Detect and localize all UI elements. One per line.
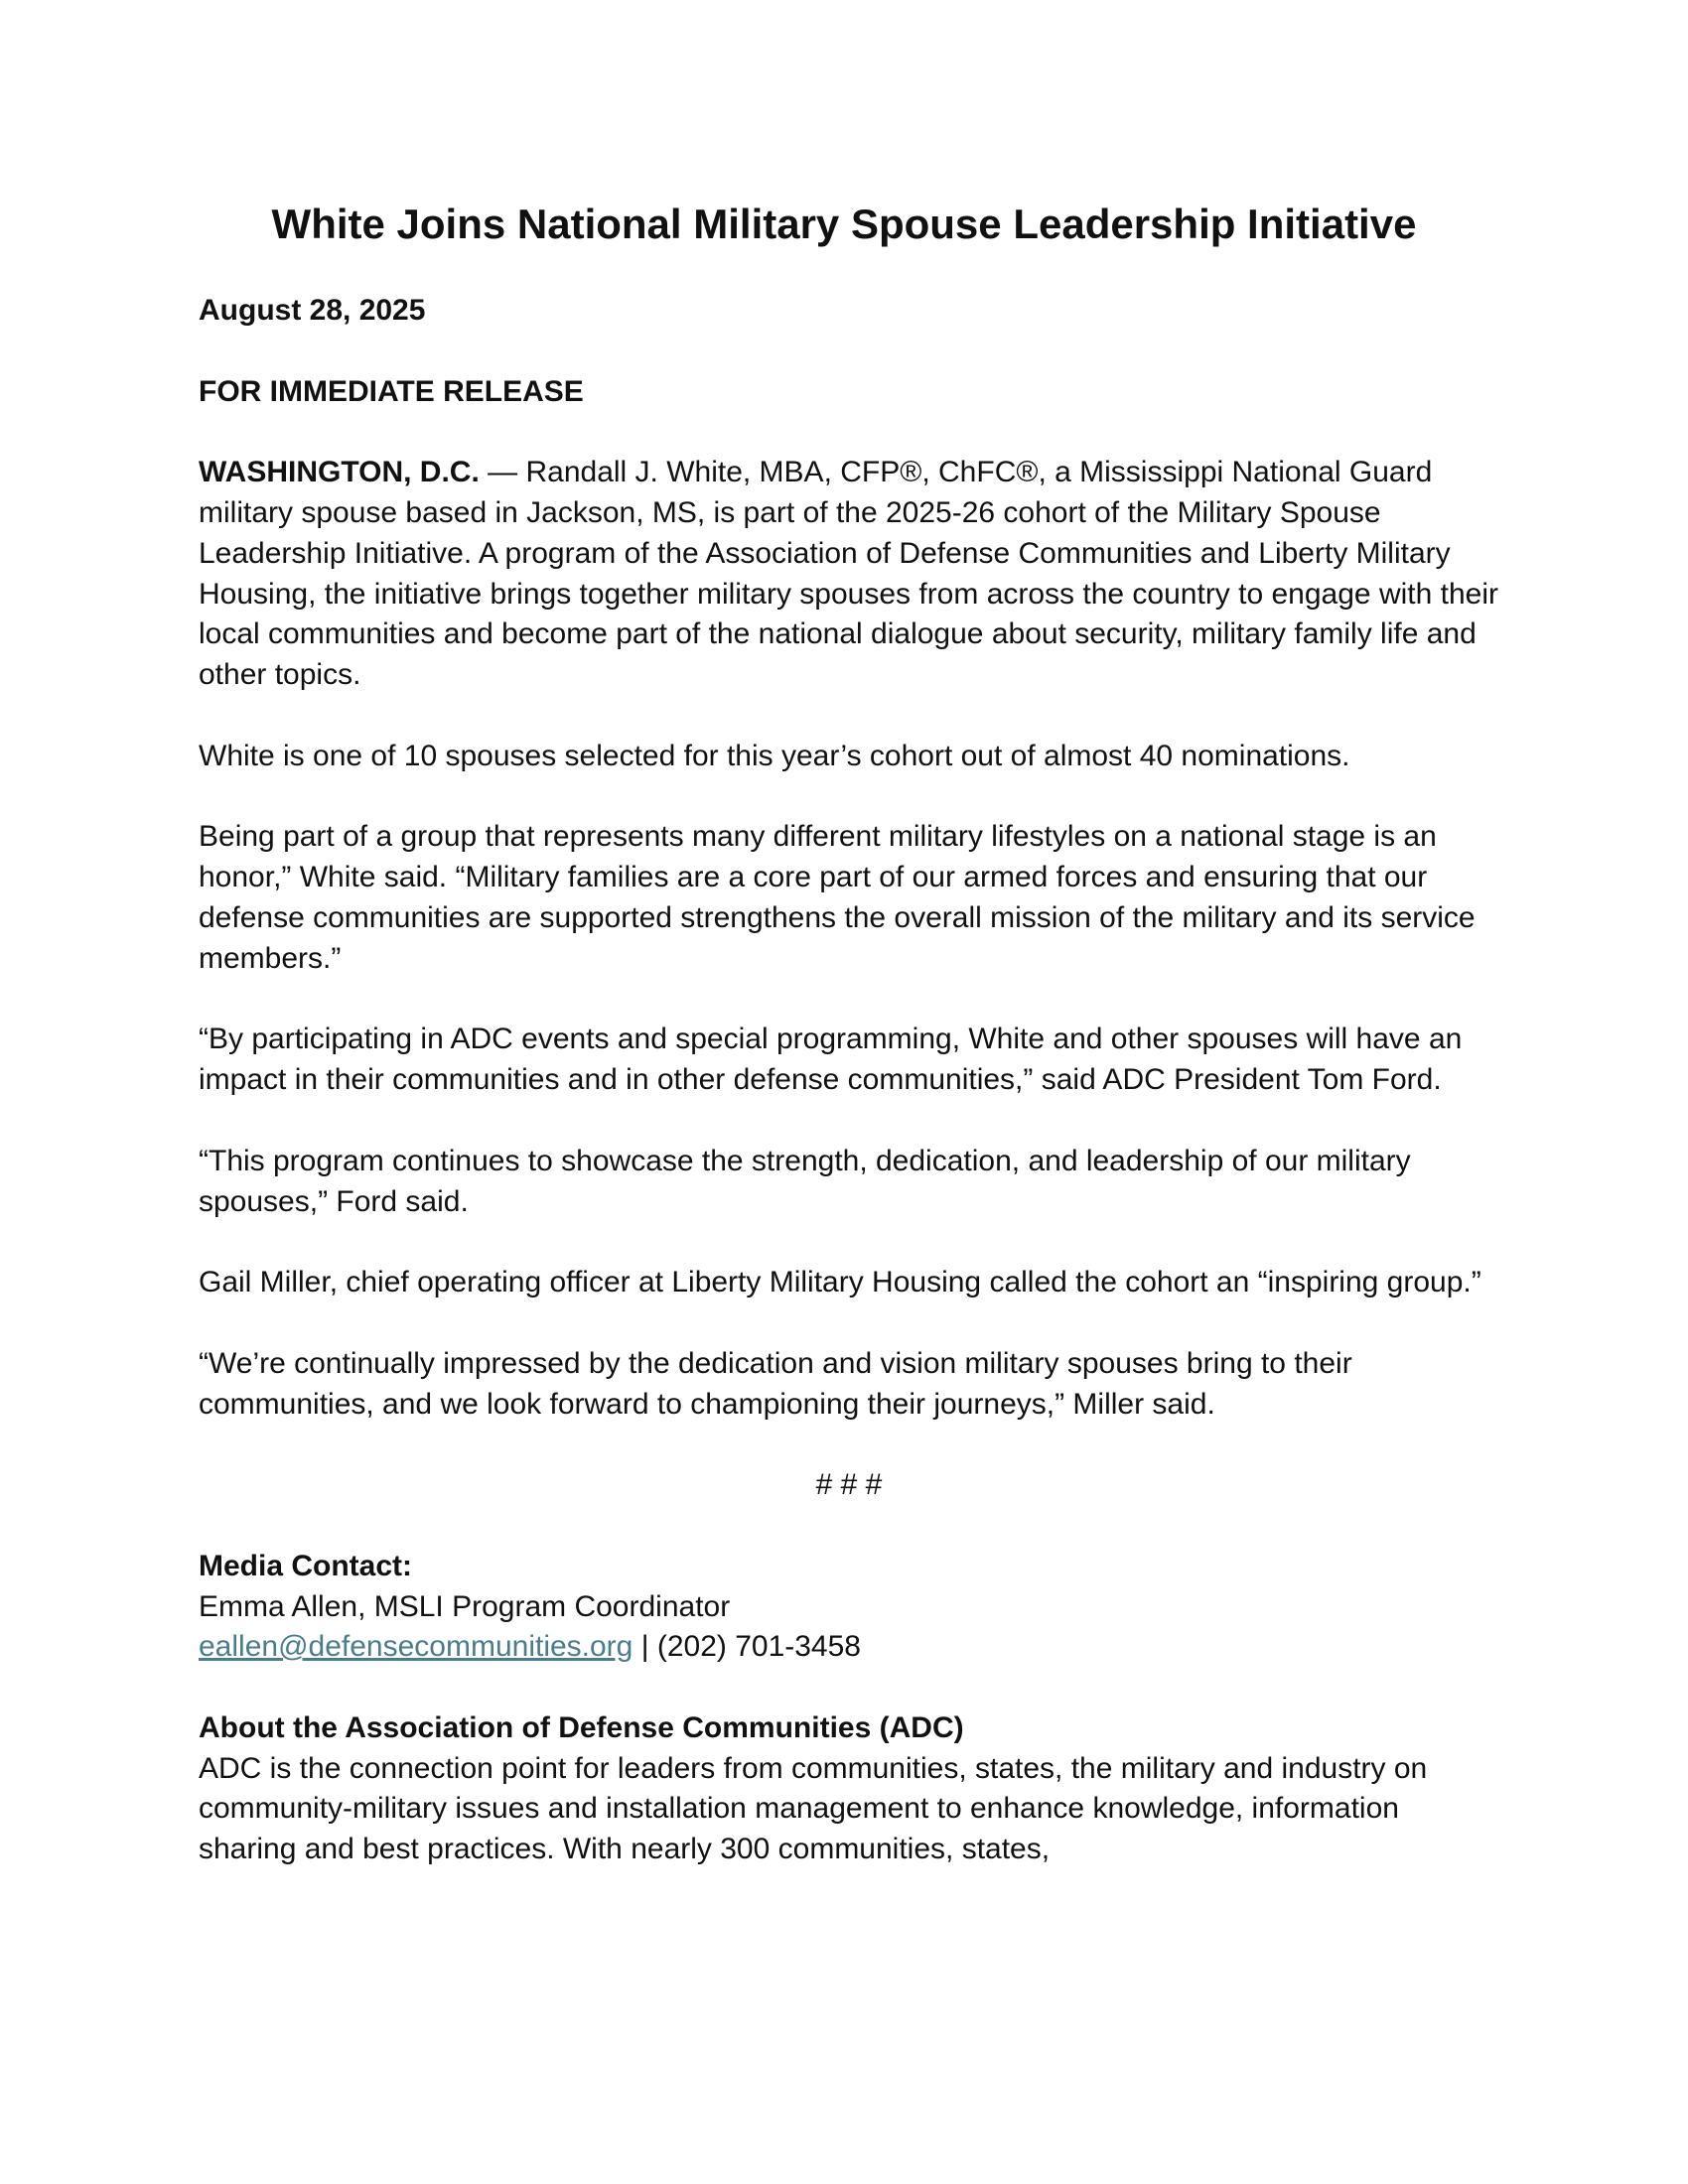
body-paragraph-ford-program: “This program continues to showcase the strength, dedication, and leadership of our military spouses,” Ford said. [199, 1144, 1411, 1218]
release-label: FOR IMMEDIATE RELEASE [199, 374, 584, 408]
media-contact-email-link[interactable]: eallen@defensecommunities.org [199, 1630, 633, 1664]
media-contact-heading: Media Contact: [199, 1549, 413, 1582]
media-contact-line [199, 1627, 1499, 1668]
media-contact-name: Emma Allen, MSLI Program Coordinator [199, 1589, 731, 1623]
end-marks: # # # [815, 1468, 883, 1502]
body-paragraph-cohort: White is one of 10 spouses selected for this year’s cohort out of almost 40 nominations. [199, 739, 1350, 772]
body-paragraph-ford-quote: “By participating in ADC events and special programming, White and other spouses will have an impact in their communities and in other defense communities,” said ADC President Tom Ford. [199, 1023, 1463, 1097]
release-date: August 28, 2025 [199, 294, 426, 327]
intro-paragraph [199, 453, 1499, 696]
document-body [199, 291, 1499, 1870]
media-contact-phone: (202) 701-3458 [656, 1630, 861, 1664]
media-contact-separator: | [633, 1630, 657, 1664]
body-paragraph-white-quote: Being part of a group that represents many different military lifestyles on a national stage is an honor,” White said. “Military families are a core part of our armed forces and ensuring that our defense communities are supported strengthens the overall mission of the military and its service members.” [199, 820, 1476, 975]
about-text: ADC is the connection point for leaders from communities, states, the military and industry on community-military issues and installation management to enhance knowledge, information sharing and best practices. With nearly 300 communities, states, [199, 1751, 1428, 1866]
intro-text: Randall J. White, MBA, CFP®, ChFC®, a Mississippi National Guard military spouse based in Jackson, MS, is part of the 2025-26 cohort of the Military Spouse Leadership Initiative. A program of the Association of Defense Communities and Liberty Military Housing, the initiative brings together military spouses from across the country to engage with their local communities and become part of the national dialogue about security, military family life and other topics. [199, 456, 1498, 692]
body-paragraph-miller-quote: “We’re continually impressed by the dedication and vision military spouses bring to their communities, and we look forward to championing their journeys,” Miller said. [199, 1346, 1352, 1421]
document-title: White Joins National Military Spouse Leadership Initiative [271, 201, 1417, 247]
dateline: WASHINGTON, D.C. [199, 456, 480, 489]
dateline-dash: — [479, 456, 526, 489]
body-paragraph-miller-intro: Gail Miller, chief operating officer at Liberty Military Housing called the cohort an “inspiring group.” [199, 1266, 1481, 1299]
about-heading: About the Association of Defense Communities (ADC) [199, 1710, 964, 1744]
